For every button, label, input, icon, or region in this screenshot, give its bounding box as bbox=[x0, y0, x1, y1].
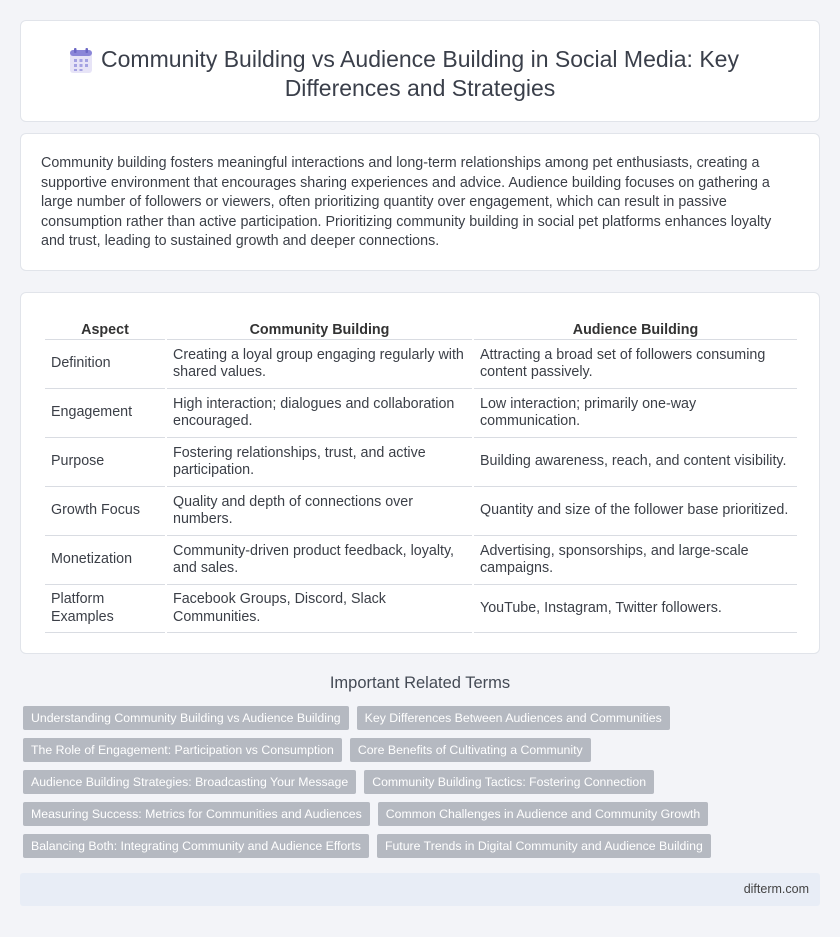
related-term-link[interactable]: Understanding Community Building vs Audience Building bbox=[23, 706, 349, 730]
intro-paragraph: Community building fosters meaningful interactions and long-term relationships among pet enthusiasts, creating a supportive environment that encourages sharing experiences and advice. Audience building focuses on gathering a large number of followers or viewers, often prioritizing quantity over engagement, which can result in passive consumption rather than active participation. Prioritizing community building in social pet platforms enhances loyalty and trust, leading to sustained growth and deeper connections. bbox=[41, 155, 772, 250]
table-row bbox=[45, 486, 797, 535]
table-row bbox=[45, 535, 797, 584]
site-name[interactable]: difterm.com bbox=[743, 882, 809, 896]
table-header-row bbox=[45, 313, 797, 339]
related-terms-list bbox=[23, 706, 823, 866]
related-term-link[interactable]: Audience Building Strategies: Broadcasting Your Message bbox=[23, 770, 356, 794]
footer bbox=[20, 873, 820, 906]
table-row bbox=[45, 437, 797, 486]
related-term-link[interactable]: Core Benefits of Cultivating a Community bbox=[350, 738, 591, 762]
audience-cell: Advertising, sponsorships, and large-scale campaigns. bbox=[474, 535, 797, 584]
community-cell: Quality and depth of connections over numbers. bbox=[167, 486, 472, 535]
table-row bbox=[45, 388, 797, 437]
related-term-link[interactable]: The Role of Engagement: Participation vs Consumption bbox=[23, 738, 342, 762]
related-term-link[interactable]: Future Trends in Digital Community and Audience Building bbox=[377, 834, 711, 858]
related-term-link[interactable]: Measuring Success: Metrics for Communities and Audiences bbox=[23, 802, 370, 826]
comparison-table bbox=[43, 313, 799, 633]
community-cell: Fostering relationships, trust, and active participation. bbox=[167, 437, 472, 486]
audience-cell: YouTube, Instagram, Twitter followers. bbox=[474, 584, 797, 633]
community-cell: Community-driven product feedback, loyalty, and sales. bbox=[167, 535, 472, 584]
table-row bbox=[45, 584, 797, 633]
aspect-cell: Purpose bbox=[45, 437, 165, 486]
aspect-cell: Engagement bbox=[45, 388, 165, 437]
aspect-cell: Growth Focus bbox=[45, 486, 165, 535]
aspect-cell: Definition bbox=[45, 339, 165, 388]
related-term-link[interactable]: Community Building Tactics: Fostering Connection bbox=[364, 770, 654, 794]
audience-cell: Quantity and size of the follower base prioritized. bbox=[474, 486, 797, 535]
header-card bbox=[20, 20, 820, 122]
intro-card bbox=[20, 133, 820, 271]
column-header-community: Community Building bbox=[249, 322, 390, 338]
related-term-link[interactable]: Common Challenges in Audience and Community Growth bbox=[378, 802, 708, 826]
related-term-link[interactable]: Key Differences Between Audiences and Communities bbox=[357, 706, 670, 730]
related-term-link[interactable]: Balancing Both: Integrating Community and Audience Efforts bbox=[23, 834, 369, 858]
community-cell: Creating a loyal group engaging regularly with shared values. bbox=[167, 339, 472, 388]
aspect-cell: Monetization bbox=[45, 535, 165, 584]
column-header-aspect: Aspect bbox=[81, 322, 129, 338]
audience-cell: Building awareness, reach, and content visibility. bbox=[474, 437, 797, 486]
community-cell: High interaction; dialogues and collaboration encouraged. bbox=[167, 388, 472, 437]
audience-cell: Attracting a broad set of followers consuming content passively. bbox=[474, 339, 797, 388]
table-row bbox=[45, 339, 797, 388]
column-header-audience: Audience Building bbox=[572, 322, 699, 338]
audience-cell: Low interaction; primarily one-way communication. bbox=[474, 388, 797, 437]
page-title: Community Building vs Audience Building in Social Media: Key Differences and Strategies bbox=[101, 46, 739, 101]
aspect-cell: Platform Examples bbox=[45, 584, 165, 633]
community-cell: Facebook Groups, Discord, Slack Communities. bbox=[167, 584, 472, 633]
comparison-table-card bbox=[20, 292, 820, 654]
related-terms-heading: Important Related Terms bbox=[329, 674, 511, 692]
